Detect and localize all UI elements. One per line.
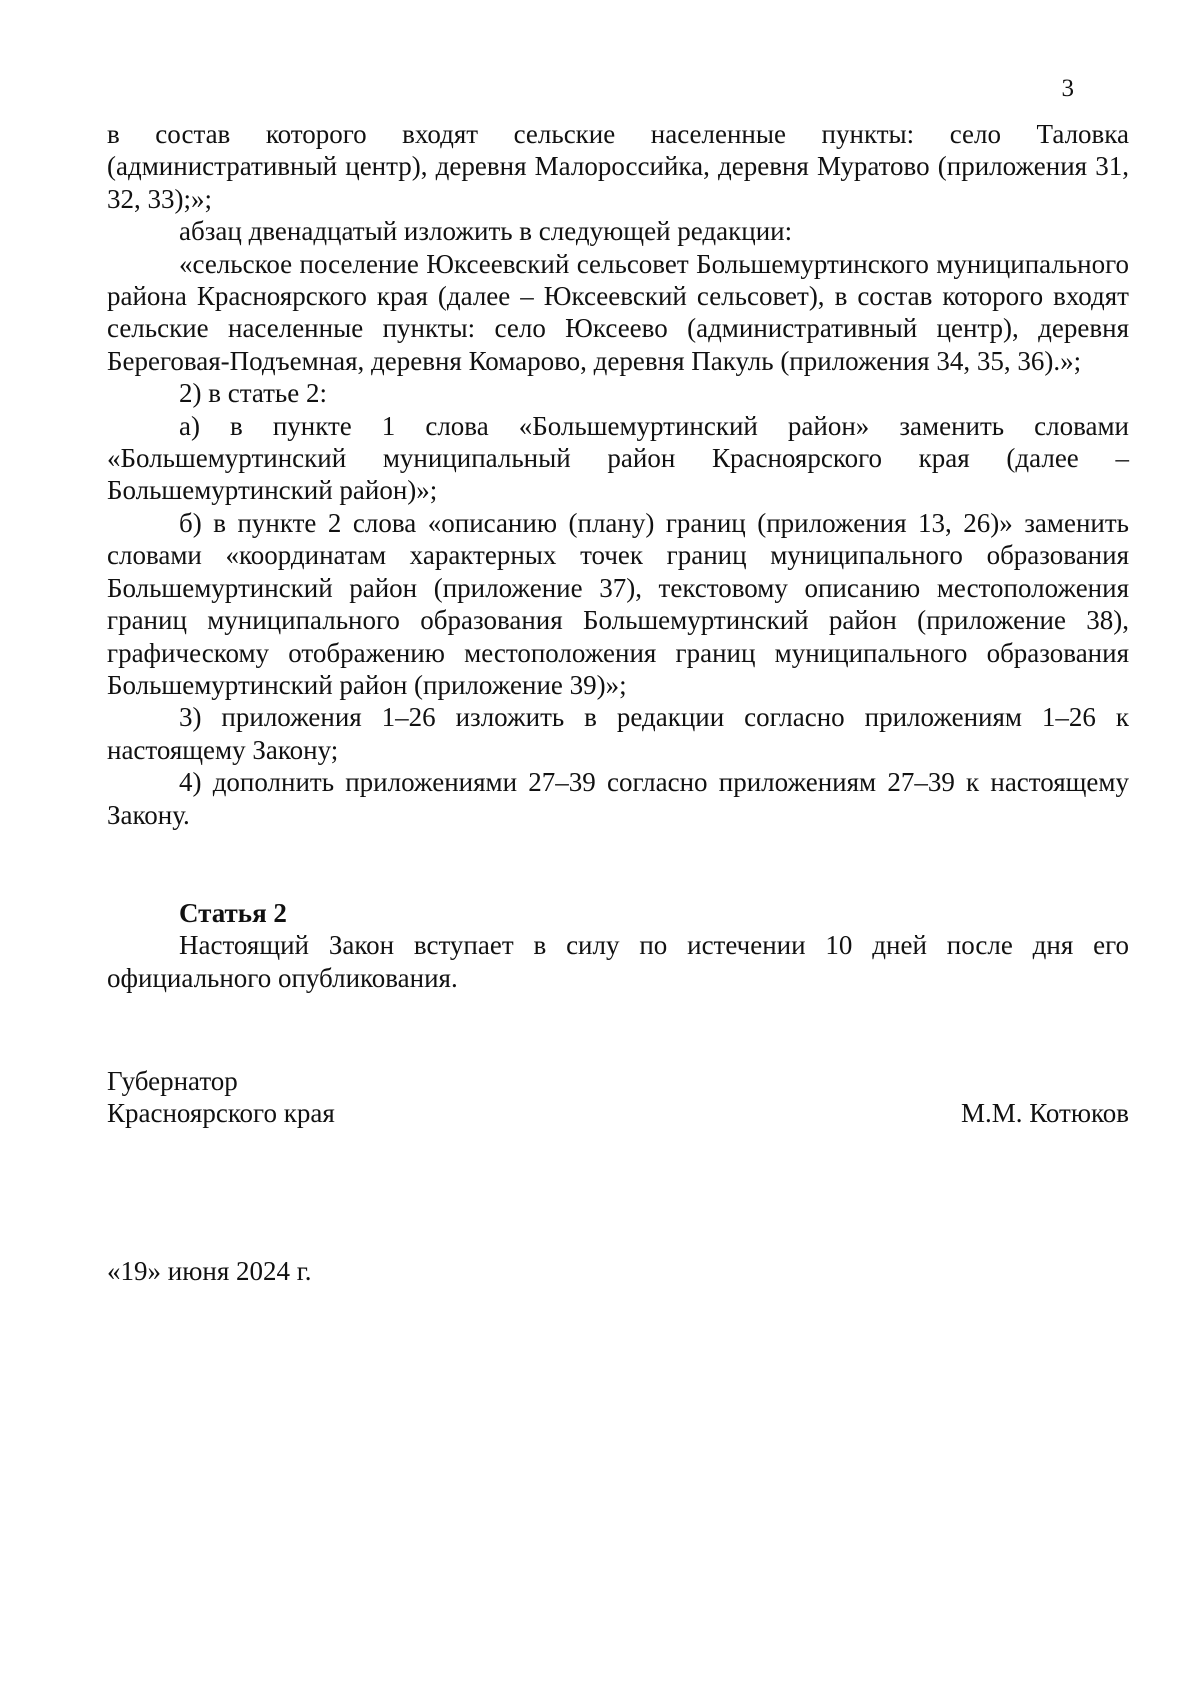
signatory-name: М.М. Котюков — [960, 1098, 1129, 1128]
paragraph-item-4: 4) дополнить приложениями 27–39 согласно приложениям 27–39 к настоящему Закону. — [107, 767, 1129, 830]
paragraph-article-2-intro: 2) в статье 2: — [179, 378, 327, 409]
paragraph-item-b: б) в пункте 2 слова «описанию (плану) границ (приложения 13, 26)» заменить словами «координатам характерных точек границ муниципального образования Большемуртинский район (приложение 37), текстовому описанию местоположения границ муниципального образования Большемуртинский район (приложение 38), графическому отображению местоположения границ муниципального образования Большемуртинский район (приложение 39)»; — [107, 507, 1129, 700]
position-title: Губернатор — [107, 1066, 238, 1096]
article-heading: Статья 2 — [179, 898, 287, 928]
paragraph-item-a: а) в пункте 1 слова «Большемуртинский район» заменить словами «Большемуртинский муниципальный район Красноярского края (далее – Большемуртинский район)»; — [107, 410, 1129, 506]
paragraph-abzac-instruction: абзац двенадцатый изложить в следующей редакции: — [179, 216, 793, 247]
article-2 — [107, 897, 1129, 994]
page-number: 3 — [1061, 75, 1074, 102]
article-text: Настоящий Закон вступает в силу по истечении 10 дней после дня его официального опубликования. — [107, 930, 1129, 993]
signing-date: «19» июня 2024 г. — [107, 1256, 312, 1286]
paragraph-continuation: в состав которого входят сельские населенные пункты: село Таловка (административный центр), деревня Малороссийка, деревня Муратово (приложения 31, 32, 33);»; — [107, 119, 1129, 214]
paragraph-item-3: 3) приложения 1–26 изложить в редакции согласно приложениям 1–26 к настоящему Закону; — [107, 702, 1129, 765]
signatory-position — [107, 1065, 335, 1130]
amendment-text — [107, 118, 1129, 831]
position-region: Красноярского края — [107, 1098, 335, 1129]
paragraph-yukseevsky: «сельское поселение Юксеевский сельсовет Большемуртинского муниципального района Красноярского края (далее – Юксеевский сельсовет), в состав которого входят сельские населенные пункты: село Юксеево (административный центр), деревня Береговая-Подъемная, деревня Комарово, деревня Пакуль (приложения 34, 35, 36).»; — [107, 248, 1129, 376]
